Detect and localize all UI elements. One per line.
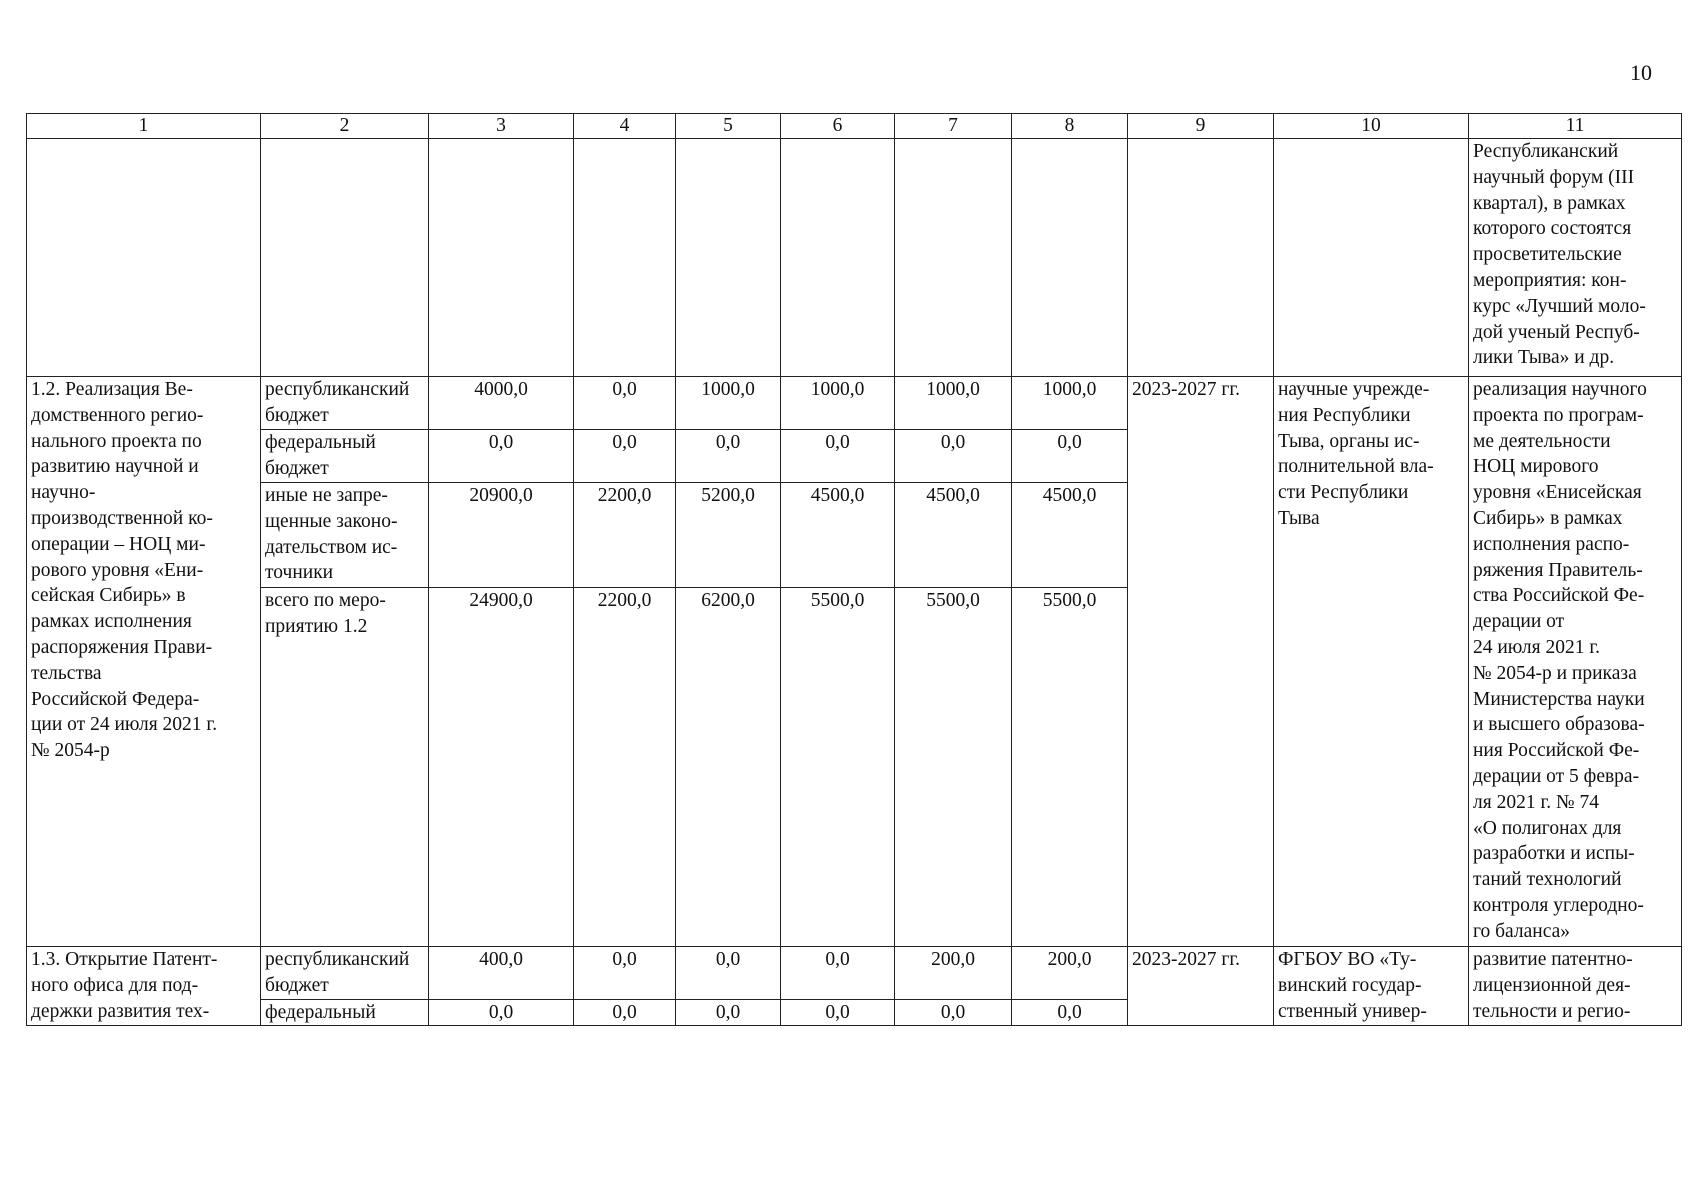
cell-empty	[261, 139, 429, 377]
result-cell: развитие патентно- лицензионной дея- тельности и регио-	[1469, 947, 1682, 1026]
source-label: республиканский бюджет	[261, 377, 429, 430]
value-cell: 20900,0	[429, 483, 574, 588]
value-cell: 0,0	[781, 947, 895, 1000]
value-cell: 0,0	[429, 430, 574, 483]
value-cell: 4500,0	[781, 483, 895, 588]
value-cell: 0,0	[574, 947, 676, 1000]
cell-empty	[574, 139, 676, 377]
row-1-3-republican	[27, 947, 1682, 1000]
cell-empty	[1274, 139, 1469, 377]
header-cell: 5	[676, 114, 781, 139]
value-cell: 400,0	[429, 947, 574, 1000]
period-cell: 2023-2027 гг.	[1128, 377, 1274, 947]
activity-name-1-2: 1.2. Реализация Ве- домственного регио- нального проекта по развитию научной и научно- производственной ко- операции – НОЦ ми- рового уровня «Ени- сейская Сибирь» в рамках исполнения распоряжения Прави- тельства Российской Федера- ции от 24 июля 2021 г. № 2054-р	[27, 377, 261, 947]
value-cell: 6200,0	[676, 588, 781, 947]
source-label: федеральный бюджет	[261, 430, 429, 483]
value-cell: 0,0	[895, 999, 1012, 1026]
value-cell: 0,0	[781, 430, 895, 483]
header-cell: 3	[429, 114, 574, 139]
header-cell: 8	[1012, 114, 1128, 139]
header-cell: 4	[574, 114, 676, 139]
cell-empty	[1128, 139, 1274, 377]
result-cell: реализация научного проекта по програм- ме деятельности НОЦ мирового уровня «Енисейская Сибирь» в рамках исполнения распо- ряжения Правитель- ства Российской Фе- дерации от 24 июля 2021 г. № 2054-р и приказа Министерства науки и высшего образова- ния Российской Фе- дерации от 5 февра- ля 2021 г. № 74 «О полигонах для разработки и испы- таний технологий контроля углеродно- го баланса»	[1469, 377, 1682, 947]
executors-cell: ФГБОУ ВО «Ту- винский государ- ственный универ-	[1274, 947, 1469, 1026]
value-cell: 0,0	[676, 947, 781, 1000]
cell-empty	[676, 139, 781, 377]
value-cell: 1000,0	[895, 377, 1012, 430]
result-cell: Республиканский научный форум (III квартал), в рамках которого состоятся просветительские мероприятия: кон- курс «Лучший моло- дой ученый Респуб- лики Тыва» и др.	[1469, 139, 1682, 377]
period-cell: 2023-2027 гг.	[1128, 947, 1274, 1026]
value-cell: 0,0	[574, 377, 676, 430]
cell-empty	[429, 139, 574, 377]
cell-empty	[781, 139, 895, 377]
value-cell: 0,0	[676, 999, 781, 1026]
page-number: 10	[1630, 60, 1652, 85]
source-label: иные не запре- щенные законо- дательством ис- точники	[261, 483, 429, 588]
value-cell: 2200,0	[574, 588, 676, 947]
value-cell: 4000,0	[429, 377, 574, 430]
header-cell: 9	[1128, 114, 1274, 139]
value-cell: 24900,0	[429, 588, 574, 947]
header-cell: 1	[27, 114, 261, 139]
value-cell: 0,0	[676, 430, 781, 483]
value-cell: 1000,0	[1012, 377, 1128, 430]
header-cell: 2	[261, 114, 429, 139]
header-cell: 10	[1274, 114, 1469, 139]
value-cell: 0,0	[574, 430, 676, 483]
cell-empty	[895, 139, 1012, 377]
cell-empty	[27, 139, 261, 377]
value-cell: 200,0	[895, 947, 1012, 1000]
value-cell: 0,0	[429, 999, 574, 1026]
value-cell: 2200,0	[574, 483, 676, 588]
program-table	[26, 113, 1682, 1026]
value-cell: 1000,0	[676, 377, 781, 430]
value-cell: 0,0	[1012, 430, 1128, 483]
value-cell: 4500,0	[1012, 483, 1128, 588]
executors-cell: научные учрежде- ния Республики Тыва, органы ис- полнительной вла- сти Республики Тыва	[1274, 377, 1469, 947]
value-cell: 5500,0	[895, 588, 1012, 947]
activity-name-1-3: 1.3. Открытие Патент- ного офиса для под- держки развития тех-	[27, 947, 261, 1026]
continued-row	[27, 139, 1682, 377]
row-1-2-republican	[27, 377, 1682, 430]
header-row	[27, 114, 1682, 139]
value-cell: 0,0	[781, 999, 895, 1026]
source-label: республиканский бюджет	[261, 947, 429, 1000]
value-cell: 5500,0	[1012, 588, 1128, 947]
value-cell: 5500,0	[781, 588, 895, 947]
header-cell: 11	[1469, 114, 1682, 139]
value-cell: 0,0	[895, 430, 1012, 483]
cell-empty	[1012, 139, 1128, 377]
value-cell: 0,0	[1012, 999, 1128, 1026]
header-cell: 7	[895, 114, 1012, 139]
value-cell: 1000,0	[781, 377, 895, 430]
value-cell: 4500,0	[895, 483, 1012, 588]
header-cell: 6	[781, 114, 895, 139]
value-cell: 0,0	[574, 999, 676, 1026]
value-cell: 200,0	[1012, 947, 1128, 1000]
source-label: всего по меро- приятию 1.2	[261, 588, 429, 947]
source-label: федеральный	[261, 999, 429, 1026]
value-cell: 5200,0	[676, 483, 781, 588]
